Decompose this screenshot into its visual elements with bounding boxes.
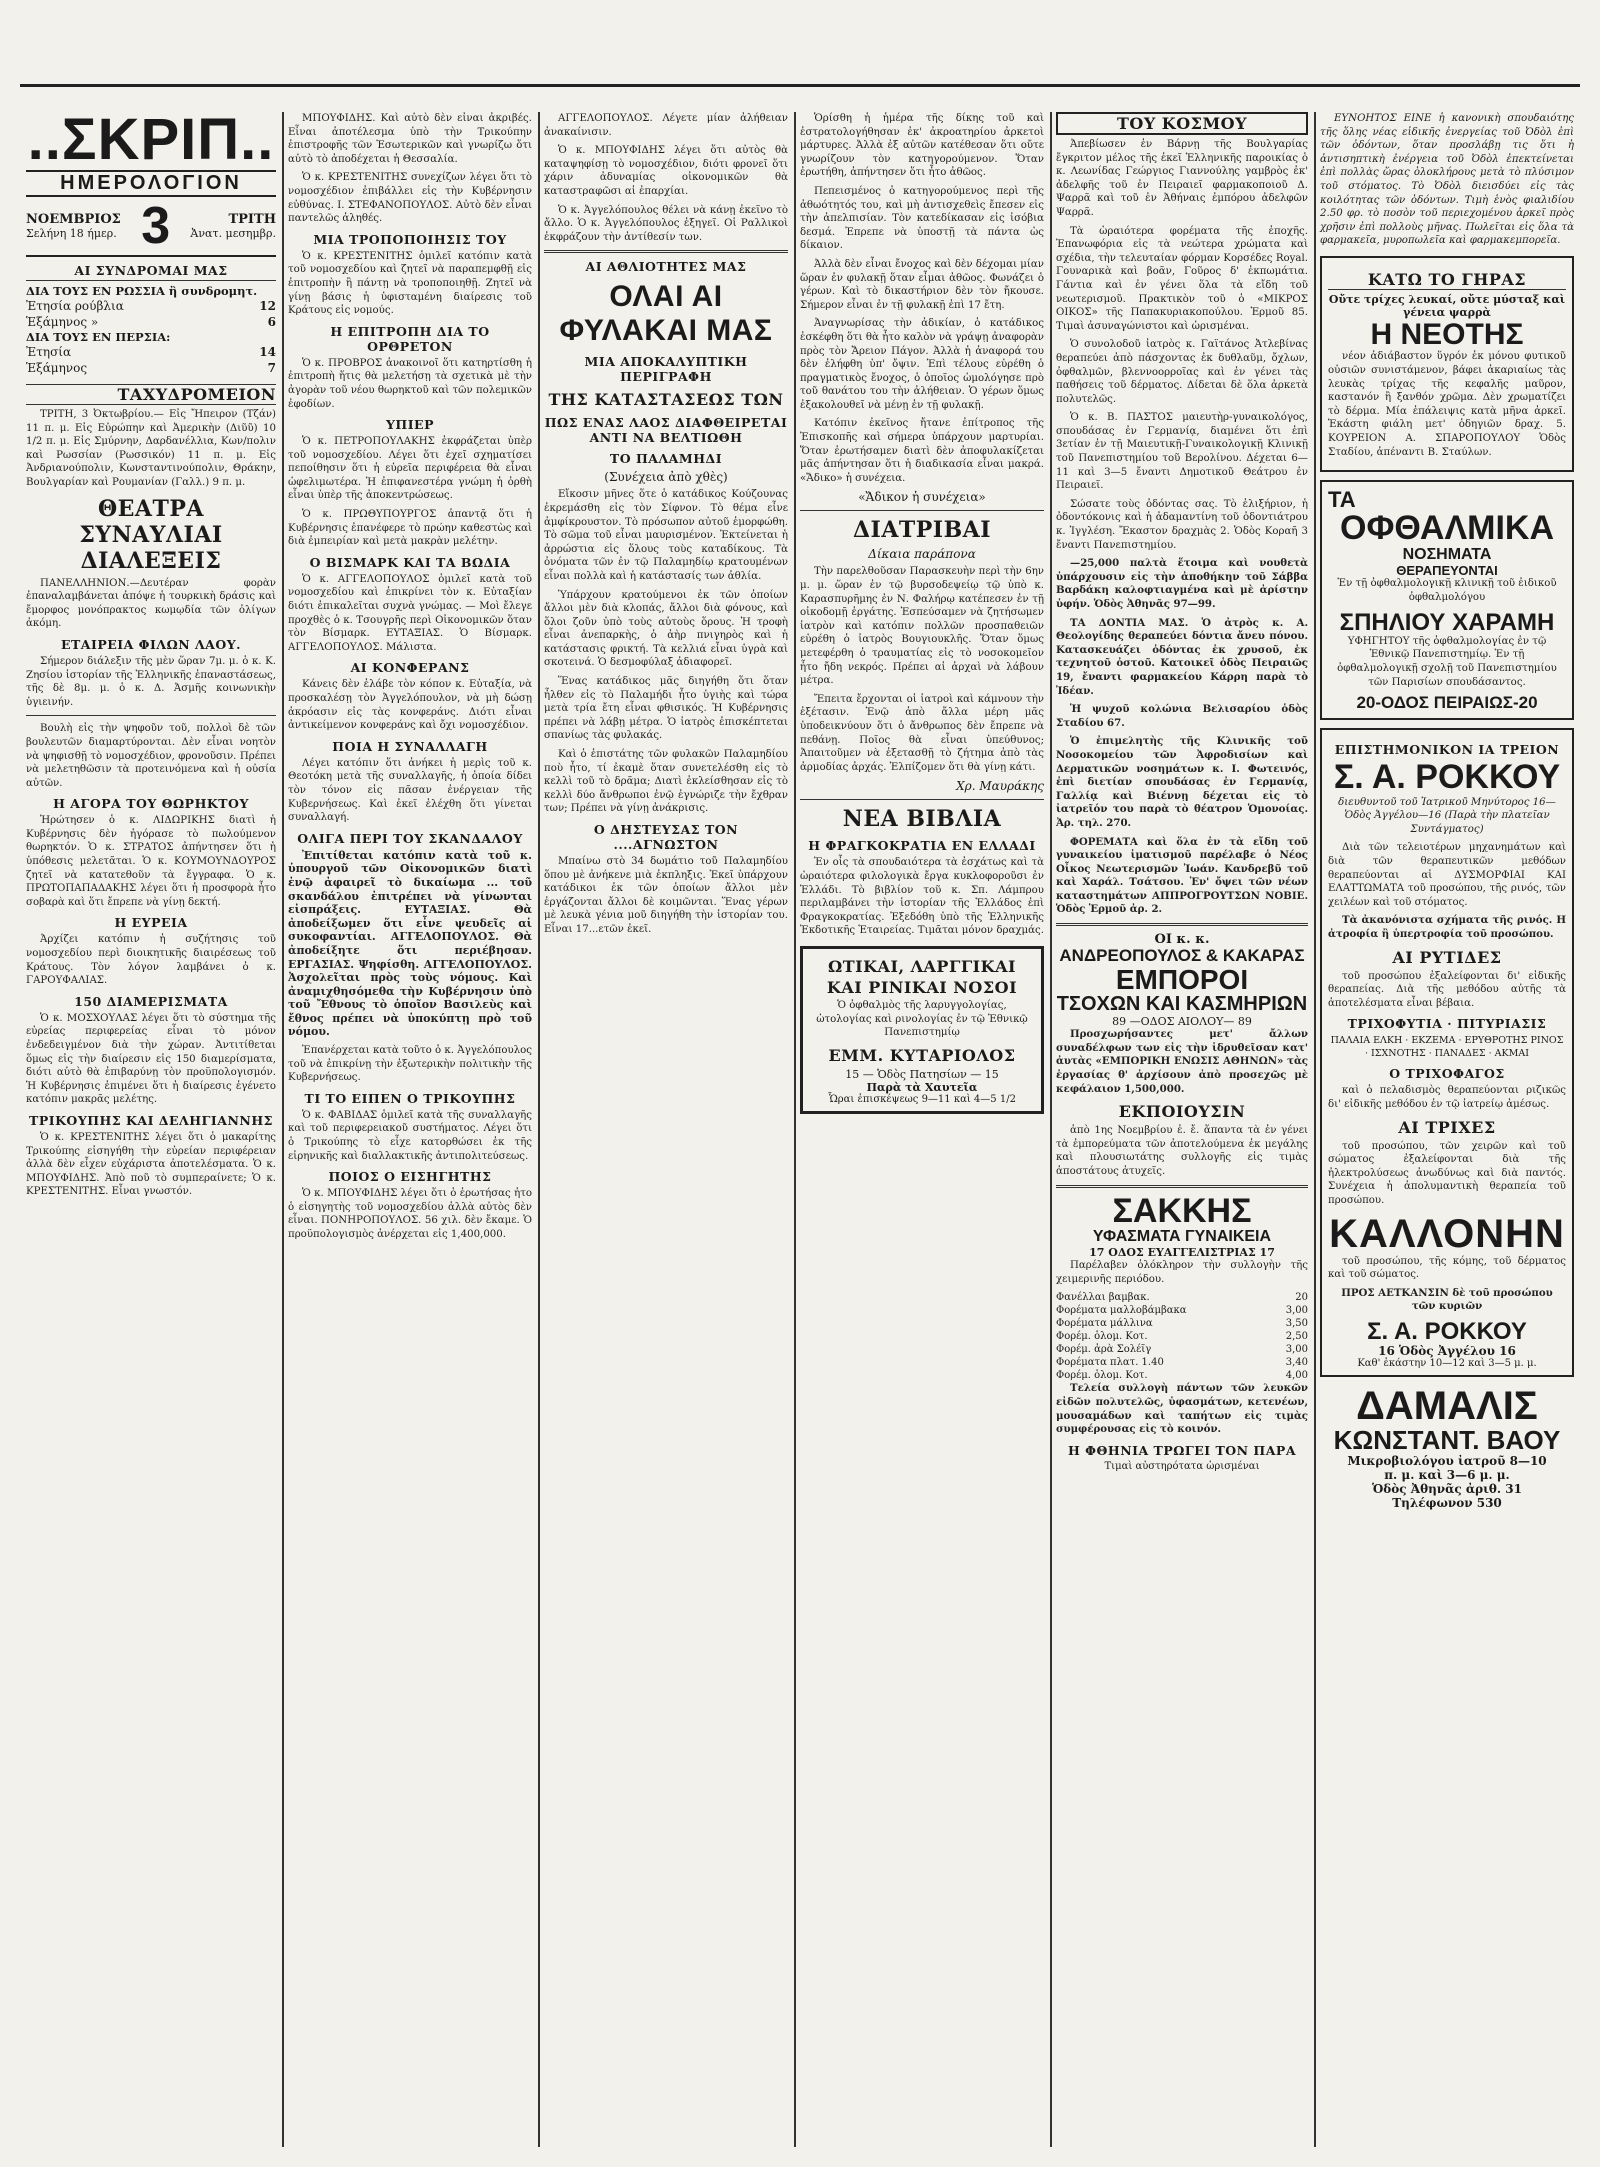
society-text: Σήμερον διάλεξιν τῆς μὲν ὥραν 7μ. μ. ὁ κ. Κ. Ζησίου ἱστορίαν τῆς Ἑλληνικῆς ἐπαναστάσεως, τῆς δὲ 8μ. μ. ὁ κ. Δ. Ἀσμῆς κοινωνικὴν ὑγιεινήν. [26,655,276,708]
section-heading: ΜΙΑ ΤΡΟΠΟΠΟΙΗΣΙΣ ΤΟΥ [313,231,507,247]
ad-heading: ΚΑΤΩ ΤΟ ΓΗΡΑΣ [1328,270,1566,290]
ad-title: ΟΦΘΑΛΜΙΚΑ [1340,509,1554,548]
article-text: Ἀρχίζει κατόπιν ἡ συζήτησις τοῦ νομοσχεδίου περὶ διοικητικῆς διαιρέσεως τοῦ Κράτους. Τὸν λόγον λαμβάνει ὁ κ. ΓΑΡΟΥΦΑΛΙΑΣ. [26,934,276,987]
article-text: Ὁ κ. Ἀγγελόπουλος θέλει νὰ κάνῃ ἐκεῖνο τὸ ἄλλο. Ὁ κ. Ἀγγελόπουλος ἐξηγεῖ. Οἱ Ραλλικοὶ ἐκφράζουν τὴν ἀντίθεσίν των. [544,204,788,243]
ad-title: ΔΑΜΑΛΙΣ [1356,1384,1538,1429]
merchant-address: 89 —ΟΔΟΣ ΑΙΟΛΟΥ— 89 [1112,1015,1252,1029]
odol-advert: ΕΥΝΟΗΤΟΣ ΕΙΝΕ ἡ κανονικὴ σπουδαιότης τῆς ὅλης νέας εἰδικῆς ἐνεργείας τοῦ Ὀδὸλ ἐπὶ τῶν ὀδόντων, ὅταν προσλάβῃ τις ὅτι ἡ ἀντισηπτικὴ ἐνέργεια τοῦ Ὀδὸλ ἐπεκτείνεται ἐπὶ πολλὰς ὥρας ὁλοκλήρους μετὰ τὸ πλύσιμον τοῦ στόματος. Τὸ Ὀδὸλ διεισδύει εἰς τὰς κοιλότητας τῶν ὀδόντων. Τιμὴ ἑνὸς φιαλιδίου 2.50 φρ. τὸ ποσὸν τοῦ περιεχομένου ἀρκεῖ πρὸς χρῆσιν ἐπὶ πολλοὺς μῆνας. Πωλεῖται εἰς ὅλα τὰ φαρμακεῖα, μυροπωλεῖα καὶ φαρμακεμπορεῖα. [1320,113,1574,247]
section-heading: ΔΙΑΤΡΙΒΑΙ [852,517,992,544]
banner-headline: ΟΛΑΙ ΑΙ ΦΥΛΑΚΑΙ ΜΑΣ [559,280,773,348]
ad-hours: Ὧραι ἐπισκέψεως 9—11 καὶ 4—5 1/2 [828,1093,1016,1105]
ad-name: Σ. Α. ΡΟΚΚΟΥ [1367,1317,1527,1345]
column-4 [794,112,1050,2147]
ad-heading: ΑΙ ΤΡΙΧΕΣ [1398,1117,1496,1137]
ad-text: ΥΦΗΓΗΤΟΥ τῆς ὀφθαλμολογίας ἐν τῷ Ἐθνικῷ Πανεπιστημίῳ. Ἐν τῇ ὀφθαλμολογικῇ σχολῇ τοῦ Πανεπιστημίου τῶν Παρισίων σπουδάσαντος. [1337,635,1557,688]
article-text: Ὁ κ. ΦΑΒΙΔΑΣ ὁμιλεῖ κατὰ τῆς συναλλαγῆς καὶ τοῦ περιφερειακοῦ συστήματος. Λέγει ὅτι ὁ Τρικούπης τὸ εἶχε κατορθώσει ἐκ τῆς εἰρηνικῆς καὶ διαλλακτικῆς ἀντιπολιτεύσεως. [288,1109,532,1162]
sakkis-subtitle: ΥΦΑΣΜΑΤΑ ΓΥΝΑΙΚΕΙΑ [1092,1228,1272,1246]
article-text: Τὰ ὡραιότερα φορέματα τῆς ἐποχῆς. Ἐπανωφόρια εἰς τὰ νεώτερα χρώματα καὶ σχέδια, τὴν τελευταίαν φόρμαν Κορσέδες Royal. Γουναρικὰ καὶ βοᾶν, Γοῦρος δ' ἐκπωμάτια. Γάντια καὶ ἐν γένει ὅλα τὰ εἴδη τοῦ νεωτερισμοῦ. Πρακτικὸν τοῦ ὁ «ΜΙΚΡΟΣ ΟΙΚΟΣ» τῆς Παπακυριακοπούλου. Ἑρμοῦ 85. Τιμαὶ ἀσυναγώνιστοι καὶ ὡρισμέναι. [1056,225,1308,332]
ad-text: π. μ. καὶ 3—6 μ. μ. [1384,1468,1510,1483]
newspaper-page [20,0,1580,2167]
merchant-heading: ΕΚΠΟΙΟΥΣΙΝ [1118,1102,1246,1122]
price-row: Φορέμ. ὁλομ. Κοτ. 2,50 [1056,1331,1308,1343]
ad-text: νέον ἀδιάβαστον ὕγρόν ἐκ μόνου φυτικοῦ οὐσιῶν συνιστάμενον, βάφει ἀκαριαίως τὰς λευκὰς τρίχας τῆς κεφαλῆς μαῦρον, καστανόν ἢ ξανθόν χρῶμα. Δὲν χρωματίζει τὸ δέρμα. Μία ἐπάλειψις κατὰ μῆνα ἀρκεῖ. Ἑκάστη φιάλη μετ' ὁδηγιῶν δραχ. 5. ΚΟΥΡΕΙΟΝ Α. ΣΠΑΡΟΠΟΥΛΟΥ Ὁδὸς Σταδίου, ἀπέναντι Β. Σταύλων. [1328,351,1566,458]
ad-address: Παρὰ τὰ Χαυτεῖα [866,1080,978,1094]
article-text: Μπαίνω στὸ 34 δωμάτιο τοῦ Παλαμηδίου ὅπου μὲ ἀνήκενε μιὰ ἐκπληξις. Ἐκεῖ ὑπάρχουν κατάδικοι ἐκ τῶν ὁποίων ἄλλοι μὲν ἐργάζονται ἄλλοι δὲ κοιμῶνται. Ἕνας γέρων μὲ λευκὰ γένια μοῦ διηγήθη τὴν ἱστορίαν του. Εἶναι 17...ετῶν ἐκεῖ. [544,856,788,935]
subscriptions-heading: ΑΙ ΣΥΝΔΡΟΜΑΙ ΜΑΣ [26,263,276,281]
subscription-row: Ἑξάμηνος 7 [26,361,276,375]
article-text: Ὁ κ. ΠΡΟΒΡΟΣ ἀνακοινοῖ ὅτι κατηρτίσθη ἡ ἐπιτροπὴ ἥτις θὰ μελετήσῃ τὰ σχετικὰ μὲ τὴν ἀγορὰν τοῦ νέου θωρηκτοῦ καὶ τῶν πολεμικῶν ἐφοδίων. [288,357,532,410]
advert-text: —25,000 παλτὰ ἕτοιμα καὶ νουθετὰ ὑπάρχουσιν εἰς τὴν ἀποθήκην τοῦ Σάββα Βαρδάκη καλοφτιαγμένα καὶ μὲ ἀρίστην ὑφήν. Ὁδὸς Ἀθηνᾶς 97—99. [1056,557,1308,610]
section-subheading: Η ΦΡΑΓΚΟΚΡΑΤΙΑ ΕΝ ΕΛΛΑΔΙ [808,838,1036,854]
section-subheading: Δίκαια παράπονα [868,547,976,562]
column-6 [1314,112,1580,2147]
article-text: Τὴν παρελθοῦσαν Παρασκευὴν περὶ τὴν 6ην μ. μ. ὥραν ἐν τῷ βυρσοδεψείῳ τῷ ὑπὸ κ. Καρασπυρῆμης ἐν Ν. Φαλήρῳ κατέπεσεν ἐν τῇ οἰκοδομῇ ἐργάτης. Ἐσπεύσαμεν νὰ ζητήσωμεν ἰατρὸν καὶ κατόπιν πολλῶν προσπαθειῶν εὑρέθη ὁ ἰατρὸς Βουγιουκλῆς. Ὅταν ὅμως μετεφέρθη ὁ τραυματίας εἰς τὸ νοσοκομεῖον ἦτο ἤδη νεκρός. Πρέπει αἱ ἀρχαὶ νὰ λάβουν μέτρα. [800,566,1044,687]
article-text: Ὁ κ. ΚΡΕΣΤΕΝΙΤΗΣ συνεχίζων λέγει ὅτι τὸ νομοσχέδιον ἐπιβάλλει εἰς τὴν Κυβέρνησιν εὐθύνας. Ι. ΣΤΕΦΑΝΟΠΟΥΛΟΣ. Αὐτὸ δὲν εἶναι παντελῶς ἀληθές. [288,172,532,225]
article-text: Ὁ κ. ΜΠΟΥΦΙΔΗΣ λέγει ὅτι αὐτὸς θὰ καταψηφίσῃ τὸ νομοσχέδιον, διότι φρονεῖ ὅτι χάριν ἀδυναμίας οἰκονομικῶν θὰ καταστραφῶσι αἱ ἐπαρχίαι. [544,145,788,197]
column-3 [538,112,794,2147]
article-text: Ἀπεβίωσεν ἐν Βάρνῃ τῆς Βουλγαρίας ἔγκριτον μέλος τῆς ἐκεῖ Ἑλληνικῆς παροικίας ὁ κ. Λεωνίδας Γεώργιος Γιαννούλης γαμβρὸς ἐκ' ἀδελφῆς τοῦ ἐν Πειραιεῖ φαρμακοποιοῦ Δ. Ψαρρᾶ καὶ τοῦ ἐν Ἀθήναις ἐμπόρου ἀδελφῶν Ψαρρᾶ. [1056,139,1308,218]
section-heading: ΠΟΙΑ Η ΣΥΝΑΛΛΑΓΗ [332,738,488,754]
subscriptions-persia: ΔΙΑ ΤΟΥΣ ΕΝ ΠΕΡΣΙΑ: [26,330,171,344]
signature: «Ἄδικον ἡ συνέχεια» [858,490,986,505]
article-text: Σώσατε τοὺς ὀδόντας σας. Τὸ ἐλιξήριον, ἡ ὀδοντόκονις καὶ ἡ ἀδαμαντίνη τοῦ ὀδοντιάτρου κ. Ἰγγλέση. Ἔκαστον δραχμὰς 2. Ὁδὸς Κοραῆ 3 ἔναντι Πανεπιστημίου. [1056,498,1308,551]
ad-title: ΤΑ [1328,487,1356,513]
ad-text: Διὰ τῶν τελειοτέρων μηχανημάτων καὶ διὰ τῶν θεραπευτικῶν μεθόδων θεραπεύονται αἱ ΔΥΣΜΟΡΦΙΑΙ ΚΑΙ ΕΛΑΤΤΩΜΑΤΑ τοῦ προσώπου, τῆς ρινός, τῶν χειλέων καὶ τοῦ στόματος. [1328,842,1566,908]
section-heading: Ο ΔΗΣΤΕΥΣΑΣ ΤΟΝ ....ΑΓΝΩΣΤΟΝ [593,822,739,852]
article-text: Ἕνας κατάδικος μᾶς διηγήθη ὅτι ὅταν ἦλθεν εἰς τὸ Παλαμήδι ἦτο ὑγιὴς καὶ τώρα μετὰ τρία ἔτη εἶναι φθισικός. Ἡ Κυβέρνησις πρέπει νὰ λάβῃ μέτρα. Ὁ ἰατρὸς ἐπισκέπτεται σπανίως τὰς φυλακάς. [544,676,788,742]
advertisement-youth [1320,256,1574,472]
article-text: Ἀλλὰ δὲν εἶναι ἔνοχος καὶ δὲν δέχομαι μίαν ὥραν ἐν φυλακῇ ὅταν εἶμαι ἀθῶος. Φωνάζει ὁ γέρων. Καὶ τὸ δικαστήριον δὲν τὸν ἤκουσε. Σήμερον εἶναι ἐν τῇ φυλακῇ ἐπὶ 17 ἔτη. [800,258,1044,311]
month: ΝΟΕΜΒΡΙΟΣ [26,212,121,227]
article-text: Λέγει κατόπιν ὅτι ἀνήκει ἡ μερὶς τοῦ κ. Θεοτόκη μετὰ τῆς συναλλαγῆς, ἡ ὁποία δίδει τὸν τόνον εἰς πᾶσαν ἐνέργειαν τῆς Κυβερνήσεως. Καὶ ἐκεῖ ἐλέχθη ὅτι γίνεται συναλλαγή. [288,757,532,824]
ad-address: 15 — Ὁδὸς Πατησίων — 15 [845,1067,999,1081]
advertisement-rokkou [1320,728,1574,1377]
ad-heading: ΤΡΙΧΟΦΥΤΙΑ · ΠΙΤΥΡΙΑΣΙΣ [1347,1016,1547,1032]
advert-text: ΦΟΡΕΜΑΤΑ καὶ ὅλα ἐν τὰ εἴδη τοῦ γυναικείου ἱματισμοῦ παρέλαβε ὁ Νέος Οἶκος Νεωτερισμῶν Ἰωάν. Κανδρεβῦ τοῦ καὶ Χαράλ. Τσάτσου. Ἐν' ὄψει τῶν νέων καταστημάτων ΑΠΠΡΟΓΡΟΥΤΣΩΝ ΝΟΒΙΕ. Ὁδὸς Ἑρμοῦ ἀρ. 2. [1056,835,1308,916]
subscriptions-russia: ΔΙΑ ΤΟΥΣ ΕΝ ΡΩΣΣΙΑ ἢ συνδρομητ. [26,284,258,298]
article-text: Ὁ κ. ΜΠΟΥΦΙΔΗΣ λέγει ὅτι ὁ ἐρωτήσας ἠτο ὁ εἰσηγητὴς τοῦ νομοσχεδίου ἀλλὰ αὐτὸς δὲν εἶναι. ΠΟΝΗΡΟΠΟΥΛΟΣ. 56 χιλ. δὲν ἔκαμε. Ὁ προϋπολογισμὸς ἀνέρχεται εἰς 1,400,000. [288,1188,532,1240]
price-row: Φορέμ. ὁλομ. Κοτ. 4,00 [1056,1370,1308,1382]
moon-left: Σελήνη 18 ήμερ. [26,227,117,240]
article-text: Ὁ κ. ΠΡΩΘΥΠΟΥΡΓΟΣ ἀπαντᾷ ὅτι ἡ Κυβέρνησις ἐπανέφερε τὸ πρώην καθεστὼς καὶ διὰ ἐμπειρίαν καὶ μετὰ μακρὰν μελέτην. [288,509,532,548]
sakkis-text: Τελεία συλλογὴ πάντων τῶν λευκῶν εἰδῶν πολυτελῶς, ὑφασμάτων, κετενέων, μουσαμάδων καὶ ταπήτων εἰς τιμὰς συμφέρουσας εἰς τὸ κοινόν. [1056,1382,1308,1436]
banner-subheading: ΜΙΑ ΑΠΟΚΑΛΥΠΤΙΚΗ ΠΕΡΙΓΡΑΦΗ [584,354,748,385]
date-box [26,197,276,257]
column-2 [282,112,538,2147]
article-text: Καὶ ὁ ἐπιστάτης τῶν φυλακῶν Παλαμηδίου ποὺ ἦτο, τί ἐκαμὲ ὅταν συνετελέσθη εἰς τὸ κελλὶ τοῦ τὸ δρᾶμα; Διατὶ ἐκλείσθησαν εἰς τὸ κελλὶ δύο ἄνθρωποι ἐνῷ ἐγνώριζε τὴν ἔχθραν των; Πρέπει νὰ γίνῃ ἀνάκρισις. [544,749,788,815]
article-text: Ἠρώτησεν ὁ κ. ΛΙΔΩΡΙΚΗΣ διατὶ ἡ Κυβέρνησις δὲν ἠγόρασε τὸ πωλούμενον θωρηκτόν. Ὁ κ. ΣΤΡΑΤΟΣ ἀπήντησεν ὅτι ἡ ὑπόθεσις μελετᾶται. Ὁ κ. ΚΟΥΜΟΥΝΔΟΥΡΟΣ ζητεῖ νὰ κατατεθοῦν τὰ ἔγγραφα. Ὁ κ. ΠΡΩΤΟΠΑΠΑΔΑΚΗΣ λέγει ὅτι ἡ προσφορὰ ἦτο σοβαρὰ καὶ ὅτι ἔπρεπε νὰ γίνῃ δεκτή. [26,815,276,908]
sakkis-address: 17 ΟΔΟΣ ΕΥΑΓΓΕΛΙΣΤΡΙΑΣ 17 [1089,1246,1275,1260]
article-text: Κάνεις δὲν ἐλάβε τὸν κόπον κ. Εὐταξία, νὰ προσκαλέσῃ τὸν Ἀγγελόπουλον, νὰ μὴ δώσῃ ἀκρόασιν εἰς τὰς κονφεράνς. Διότι εἶναι ἀντικείμενον κονφεράνς καὶ ὄχι νομοσχέδιον. [288,679,532,732]
advertisement-ent [800,946,1044,1114]
merchant-prefix: ΟΙ κ. κ. [1154,932,1210,948]
ad-phone: Τηλέφωνον 530 [1392,1496,1502,1511]
concerts-heading: ΣΥΝΑΥΛΙΑΙ [79,521,223,548]
section-heading: ΑΙ ΚΟΝΦΕΡΑΝΣ [350,660,470,676]
section-heading: ΤΙ ΤΟ ΕΙΠΕΝ Ο ΤΡΙΚΟΥΠΗΣ [304,1090,516,1106]
ad-text: τοῦ προσώπου ἐξαλείφονται δι' εἰδικῆς θεραπείας. Διὰ τῆς μεθόδου αὐτῆς τὰ ἀποτελέσματα εἶναι βέβαια. [1328,970,1566,1009]
article-text: ΑΓΓΕΛΟΠΟΥΛΟΣ. Λέγετε μίαν ἀλήθειαν ἀνακαίνισιν. [544,113,788,138]
article-text-bold: Ἐπιτίθεται κατόπιν κατὰ τοῦ κ. ὑπουργοῦ τῶν Οἰκονομικῶν διατὶ ἐνῷ ἀφαιρεῖ τὸ δικαίωμα ... τοῦ σκανδάλου ἐπιτρέπει νὰ γίνωνται εἰσπράξεις. ΕΥΤΑΞΙΑΣ. Θὰ ἀποδείξωμεν ὅτι εἶνε ψευδεῖς αἱ συκοφαντίαι. ΑΓΓΕΛΟΠΟΥΛΟΣ. Θὰ ἀποδείξητε ὅτι περιέβησαν. ΕΡΓΑΣΙΑΣ. Ψηφίσθη. ΑΓΓΕΛΟΠΟΥΛΟΣ. Ἀσχολεῖται πρὸς τοὺς νόμους. Καὶ ἀναμιχθησόμεθα τὴν Κυβέρνησιν ὑπὸ τοῦ Ἔθνους τὸ ὁποῖον Βασιλεὺς καὶ ἔθνος πρέπει νὰ ὑποκύπτῃ πρὸ τοῦ νόμου. [288,848,532,1039]
article-text: Ἐν οἷς τὰ σπουδαιότερα τὰ ἐσχάτως καὶ τὰ ὡραιότερα φιλολογικὰ ἔργα κυκλοφοροῦσι ἐν Ἑλλάδι. Τὸ βιβλίον τοῦ κ. Σπ. Λάμπρου περιλαμβάνει τὴν ἱστορίαν τῆς Ἑλλάδος ἐπὶ Φραγκοκρατίας. Ἐξεδόθη ὑπὸ τῆς Ἑλληνικῆς Ἐκδοτικῆς Ἑταιρείας. Τιμᾶται μόνον δραχμάς. [800,857,1044,937]
merchant-names: ΑΝΔΡΕΟΠΟΥΛΟΣ & ΚΑΚΑΡΑΣ [1059,946,1305,966]
article-text: Ἀναγνωρίσας τὴν ἀδικίαν, ὁ κατάδικος ἐσκέφθη ὅτι θὰ ἦτο καλὸν νὰ γράψῃ ἀναφορὰν πρὸς τὸν Ἄρειον Πάγον. Ἀλλὰ ἡ ἀναφορά του δὲν ἐλήφθη ὑπ' ὄψιν. Ἐπὶ τέλους εὑρέθη ὁ πραγματικὸς ἔνοχος, ὁ ὁποῖος ὡμολόγησε πρὸ τοῦ θανάτου του τὴν ἀλήθειαν. Ὁ γέρων ὅμως ἐξακολουθεῖ νὰ μένῃ ἐν τῇ φυλακῇ. [800,318,1044,411]
theatre-heading: ΘΕΑΤΡΑ [98,495,204,522]
advertisement-damalis [1320,1385,1574,1510]
article-text: Κατόπιν ἐκεῖνος ἤτανε ἐπίτροπος τῆς Ἐπισκοπῆς καὶ σήμερα ὑπάρχουν μαρτυρίαι. Ὅταν ἐρωτήσαμεν διατὶ δὲν ἀποφυλακίζεται μᾶς ἀπήντησαν ὅτι ἡ διαδικασία εἶναι μακρά. «Ἄδικο» ἡ συνέχεια. [800,418,1044,484]
top-rule [20,84,1580,95]
ad-title: ΝΟΣΗΜΑΤΑ [1402,545,1492,563]
ad-name: Σ. Α. ΡΟΚΚΟΥ [1333,758,1561,796]
section-heading: Ο ΒΙΣΜΑΡΚ ΚΑΙ ΤΑ ΒΩΔΙΑ [309,554,511,570]
article-text: Ὁ κ. ΠΕΤΡΟΠΟΥΛΑΚΗΣ ἐκφράζεται ὑπὲρ τοῦ νομοσχεδίου. Λέγει ὅτι ἐχεῖ σχηματίσει πεποίθησιν ὅτι ἡ εὐρεῖα περιφέρεια θὰ εἶναι ὠφελιμωτέρα. Ἡ ἐπιφανεστέρα γνώμη ἡ ὀρθὴ εἶναι ὑπὲρ τῆς ἀποκεντρώσεως. [288,436,532,502]
ad-list: ΠΑΛΑΙΑ ΕΛΚΗ · ΕΚΖΕΜΑ · ΕΡΥΘΡΟΤΗΣ ΡΙΝΟΣ · ΙΣΧΝΟΤΗΣ · ΠΑΝΑΔΕΣ · ΑΚΜΑΙ [1330,1035,1564,1060]
ad-title: ΘΕΡΑΠΕΥΟΝΤΑΙ [1396,562,1498,578]
continued-note: (Συνέχεια ἀπὸ χθὲς) [604,470,728,485]
banner-kicker: ΑΙ ΑΘΛΙΟΤΗΤΕΣ ΜΑΣ [585,259,747,275]
ad-heading: ΑΙ ΡΥΤΙΔΕΣ [1392,947,1502,967]
cheap-note: Τιμαὶ αὐστηρότατα ὡρισμέναι [1104,1460,1260,1472]
signature: Χρ. Μαυράκης [956,779,1044,794]
ad-text: διευθυντοῦ τοῦ Ἰατρικοῦ Μηνύτορος 16—Ὁδὸς Ἀγγέλου—16 (Παρὰ τὴν πλατεῖαν Συντάγματος) [1338,796,1556,835]
ad-hours: Καθ' ἑκάστην 10—12 καὶ 3—5 μ. μ. [1357,1358,1537,1370]
article-text: Ὁ κ. ΑΓΓΕΛΟΠΟΥΛΟΣ ὁμιλεῖ κατὰ τοῦ νομοσχεδίου καὶ ἐπικρίνει τὸν κ. Εὐταξίαν διότι ἐπικαλεῖται συχνὰ γνώμας. — Μοὶ ἔλεγε προχθὲς ὁ κ. Τσουγρῆς περὶ Οἰκονομικῶν ὅταν τὸν Βίσμαρκ. ΕΥΤΑΞΙΑΣ. Ὁ Βίσμαρκ. ΑΓΓΕΛΟΠΟΥΛΟΣ. Μάλιστα. [288,573,532,653]
post-text: ΤΡΙΤΗ, 3 Ὀκτωβρίου.— Εἰς Ἤπειρον (Τζάν) 11 π. μ. Εἰς Εὐρώπην καὶ Ἀμερικὴν (Διῦῦ) 10 1/2 π. μ. Εἰς Σμύρνην, Δαρδανέλλια, Κων/πολιν καὶ Ρωσσίαν (Ρωσσικόν) 11 π. μ. Εἰς Ἀνδριανούπολιν, Κωνσταντινούπολιν, Θράκην, Βουλγαρίαν καὶ Ρουμανίαν (Γαλλ.) 9 π. μ. [26,409,276,488]
column-1 [20,112,282,2147]
ad-heading: ΩΤΙΚΑΙ, ΛΑΡΓΓΙΚΑΙ [828,956,1016,976]
section-heading: ΤΟ ΠΑΛΑΜΗΔΙ [609,451,723,467]
article-text: Ὑπάρχουν κρατούμενοι ἐκ τῶν ὁποίων ἄλλοι μὲν διὰ κλοπάς, ἄλλοι διὰ φόνους, καὶ ὅλοι ζοῦν ὑπὸ τοὺς αὐτοὺς ὅρους. Ἡ τροφὴ εἶναι ἀνεπαρκὴς, ὁ ἀὴρ πνιγηρὸς καὶ ἡ κατάστασις φρικτή. Τὰ κελλιά εἶναι ὑγρὰ καὶ σκοτεινά. Ὁ δεσμοφύλαξ ἀδιαφορεῖ. [544,589,788,669]
article-text: Πεπεισμένος ὁ κατηγορούμενος περὶ τῆς ἀθωότητός του, καὶ μὴ ἀντισχεθεὶς ἔπεσεν εἰς τὴν ἀπελπισίαν. Τὸν κατεδίκασαν εἰς ἰσόβια δεσμά. Ἐπρεπε νὰ ὑποστῇ τὰ πάντα ὡς δίκαιον. [800,185,1044,252]
society-heading: ΕΤΑΙΡΕΙΑ ΦΙΛΩΝ ΛΑΟΥ. [60,636,242,652]
advert-text: ΤΑ ΔΟΝΤΙΑ ΜΑΣ. Ὁ ἀτρὸς κ. Α. Θεολογίδης θεραπεύει δόντια ἄνευ πόνου. Κατασκευάζει ὀδόντας ἐκ χρυσοῦ, ἐκ τεχνητοῦ ὀστοῦ. Κατοικεῖ ὁδὸς Πειραιῶς 19, ἔναντι φαρμακείου Κάρρη παρὰ τὸ Ἰδέαν. [1056,616,1308,697]
price-row: Φανέλλαι βαμβακ. 20 [1056,1292,1308,1304]
subscription-row: Ἐτησία 14 [26,345,276,359]
section-heading: ΥΠΙΕΡ [385,417,434,433]
price-row: Φορέματα μάλλινα 3,50 [1056,1318,1308,1330]
day-number: 3 [141,197,171,255]
ad-title: Η ΝΕΟΤΗΣ [1370,317,1524,351]
lectures-heading: ΔΙΑΛΕΞΕΙΣ [80,547,222,574]
ad-address: Ὁδὸς Ἀθηνᾶς ἀριθ. 31 [1372,1482,1522,1497]
ad-name: ΕΜΜ. ΚΥΤΑΡΙΟΛΟΣ [828,1045,1016,1065]
subscription-row: Ἐτησία ρούβλια 12 [26,299,276,313]
article-text: ΜΠΟΥΦΙΔΗΣ. Καὶ αὐτὸ δὲν εἶναι ἀκριβές. Εἶναι ἀποτέλεσμα ὑπὸ τὴν Τρικούπην ἐπιστροφῆς τῶν Ἑσωτερικῶν καὶ γνωρίζω ὅτι αὐτὸ τὸ ἀποδέχεται ἡ Θεσσαλία. [288,113,532,165]
weekday: ΤΡΙΤΗ [228,212,276,227]
merchant-text: Προσχωρήσαντες μετ' ἄλλων συναδέλφων των εἰς τὴν ἱδρυθεῖσαν κατ' ἀυτὰς «ΕΜΠΟΡΙΚΗ ΕΝΩΣΙΣ ΑΘΗΝΩΝ» τὰς ἐργασίας θ' ἀρχίσουν ἀπὸ προσεχῶς μὲ κεφάλαιον 1,500,000. [1056,1028,1308,1095]
sakkis-text: Παρέλαβεν ὁλόκληρον τὴν συλλογὴν τῆς χειμερινῆς περιόδου. [1056,1260,1308,1285]
ad-address: 20-ΟΔΟΣ ΠΕΙΡΑΙΩΣ-20 [1356,693,1538,713]
advertisement-ophthalmic [1320,480,1574,720]
ad-text: καὶ ὁ πελαδισμὸς θεραπεύονται ριζικῶς δι' εἰδικῆς μεθόδου ἐν τῷ ἰατρείῳ ἀμέσως. [1328,1085,1566,1110]
subscription-row: Ἑξάμηνος » 6 [26,315,276,329]
article-text: Ὁ κ. ΜΟΣΧΟΥΛΑΣ λέγει ὅτι τὸ σύστημα τῆς εὐρείας περιφερείας εἶναι τὸ μόνον ἐνδεδειγμένον διὰ τὴν χώραν. Ἀντιτίθεται ὅμως εἰς τὴν διαίρεσιν εἰς 150 διαμερίσματα, διότι αὐτὸ θὰ ἐπιβαρύνῃ τὸν προϋπολογισμόν. Ἡ Κυβέρνησις ἐπιμένει ὅτι ἡ διαίρεσις ἐγένετο κατόπιν μακρᾶς μελέτης. [26,1012,276,1106]
ad-text: Τὰ ἀκανόνιστα σχήματα τῆς ρινός. Η ἀτροφία ἢ ὑπερτροφία τοῦ προσώπου. [1328,914,1566,941]
ad-heading: ΕΠΙΣΤΗΜΟΝΙΚΟΝ ΙΑ ΤΡΕΙΟΝ [1334,742,1560,757]
ad-heading: ΚΑΙ ΡΙΝΙΚΑΙ ΝΟΣΟΙ [826,977,1018,997]
section-heading: ΟΛΙΓΑ ΠΕΡΙ ΤΟΥ ΣΚΑΝΔΑΛΟΥ [297,830,523,846]
price-row: Φορέμ. ἀρὰ Σολέῖγ 3,00 [1056,1344,1308,1356]
column-5 [1050,112,1314,2147]
ad-text: τοῦ προσώπου, τῆς κόμης, τοῦ δέρματος καὶ τοῦ σώματος. [1328,1255,1566,1281]
ad-text: τοῦ προσώπου, τῶν χειρῶν καὶ τοῦ σώματος ἐξαλείφονται διὰ τῆς ἠλεκτρολύσεως ἀνωδύνως καὶ διὰ παντός. Συνέχεια ἡ ἀπολυμαντικὴ θεραπεία τοῦ προσώπου. [1328,1140,1566,1206]
masthead-title: ..ΣΚΡΙΠ.. [27,112,275,172]
merchant-title: ΕΜΠΟΡΟΙ [1115,963,1249,995]
section-heading: Η ΑΓΟΡΑ ΤΟΥ ΘΩΡΗΚΤΟΥ [53,796,249,812]
ad-name: ΚΩΝΣΤΑΝΤ. ΒΑΟΥ [1333,1425,1561,1456]
ad-title: ΚΑΛΛΟΝΗΝ [1329,1211,1565,1256]
ad-text: Ὁ ὀφθαλμὸς τῆς λαρυγγολογίας, ὠτολογίας καὶ ρινολογίας ἐν τῷ Ἑθνικῷ Πανεπιστημίῳ [816,999,1028,1039]
ad-tagline: Οὔτε τρίχες λευκαί, οὔτε μύσταξ καὶ γένεια ψαρρὰ [1328,292,1566,319]
section-heading: ΠΟΙΟΣ Ο ΕΙΣΗΓΗΤΗΣ [328,1169,492,1185]
merchant-title: ΤΣΟΧΩΝ ΚΑΙ ΚΑΣΜΗΡΙΩΝ [1056,993,1308,1016]
masthead-subtitle: ΗΜΕΡΟΛΟΓΙΟΝ [26,170,276,197]
section-heading: ΤΡΙΚΟΥΠΗΣ ΚΑΙ ΔΕΛΗΓΙΑΝΝΗΣ [29,1112,273,1128]
section-title: ΤΟΥ ΚΟΣΜΟΥ [1056,112,1308,135]
ad-text: Ἐν τῇ ὀφθαλμολογικῇ κλινικῇ τοῦ ἐιδικοῦ ὀφθαλμολόγου [1337,578,1557,603]
advert-text: Ὁ ἐπιμελητὴς τῆς Κλινικῆς τοῦ Νοσοκομείου τῶν Ἀφροδισίων καὶ Δερματικῶν νοσημάτων κ. Ι. Φωτεινός, ἐπὶ διετίαν σπουδάσας ἐν Γερμανίᾳ, Γαλλίᾳ καὶ Βιέννῃ δέχεται εἰς τὸ ἰατρεῖόν του παρὰ τὸ θέατρον Ὁμονοίας. Ἀρ. τηλ. 270. [1056,735,1308,829]
moon-right: Ἀνατ. μεσημβρ. [190,227,276,240]
article-text: Ἐπανέρχεται κατὰ τοῦτο ὁ κ. Ἀγγελόπουλος τοῦ νὰ ἐπικρίνῃ τὴν ἐξωτερικὴν πολιτικὴν τῆς Κυβερνήσεως. [288,1045,532,1084]
ad-text: ΠΡΟΣ ΑΕΤΚΑΝΣΙΝ δὲ τοῦ προσώπου τῶν κυριῶν [1341,1286,1553,1313]
section-heading: Η ΕΥΡΕΙΑ [114,915,188,931]
ad-address: 16 Ὁδὸς Ἀγγέλου 16 [1378,1344,1516,1359]
article-text: Ὁρίσθη ἡ ἡμέρα τῆς δίκης τοῦ καὶ ἐστρατολογήθησαν ἐκ' ἀκροατηρίου ἀρκετοὶ μάρτυρες. Ἀλλὰ ἐξ αὐτῶν κατέθεσαν ὅτι οὔτε γνωρίζουν τὸν κατηγορούμενον. Ὅταν ἐρωτήθη, ἀπήντησεν ὅτι ἦτο ἀθῶος. [800,113,1044,179]
article-text: Ὁ συνολοδοῦ ἰατρὸς κ. Γαϊτάνος Ἀτλεβίνας θεραπεύει ἀπὸ πάσχοντας ἐκ δυθλαῦμ, ὄχλων, ὀφθαλμῶν, βλεννοορροῖας καὶ ἐν γένει τὰς παθήσεις τοῦ δέρματος. Δίδεται δὲ ὅλα ἀρκετὰ πολυτελῶς. [1056,339,1308,405]
section-heading: ΝΕΑ ΒΙΒΛΙΑ [842,806,1002,833]
cheap-slogan: Η ΦΘΗΝΙΑ ΤΡΩΓΕΙ ΤΟΝ ΠΑΡΑ [1067,1442,1297,1458]
article-text: Ὁ κ. Β. ΠΑΣΤΟΣ μαιευτὴρ-γυναικολόγος, σπουδάσας ἐν Γερμανίᾳ, διαμένει ὅτι ἐπὶ 3ετίαν ἐν τῇ Μαιευτικῇ-Γυναικολογικῇ Κλινικῇ τοῦ Πανεπιστημίου τοῦ Βερολίνου. Δέχεται 6—11 καὶ 3—5 ἔναντι Δημοτικοῦ Θεάτρου ἐν Πειραιεῖ. [1056,412,1308,492]
section-heading: Η ΕΠΙΤΡΟΠΗ ΔΙΑ ΤΟ ΟΡΘΡΕΤΟΝ [330,323,490,354]
ad-heading: Ο ΤΡΙΧΟΦΑΓΟΣ [1389,1066,1505,1082]
ad-text: Μικροβιολόγου ἰατροῦ 8—10 [1347,1454,1547,1469]
price-row: Φορέματα πλατ. 1.40 3,40 [1056,1357,1308,1369]
panhellenion-text: ΠΑΝΕΛΛΗΝΙΟΝ.—Δευτέραν φορὰν ἐπαναλαμβάνεται ἀπόψε ἡ τουρκικὴ δράσις καὶ ἔμορφος μονόπρακτος κωμῳδία τῶν ὀλίγων ἀκόμη. [26,577,276,630]
article-text: Βουλὴ εἰς τὴν ψηφοῦν τοῦ, πολλοὶ δὲ τῶν βουλευτῶν διαμαρτύρονται. Δὲν εἶναι νοητὸν νὰ ψηφισθῇ τὸ νομοσχέδιον, φρονοῦσιν. Πρέπει νὰ μελετηθῶσιν τὰ προτεινόμενα καὶ ἡ οὐσία αὐτῶν. [26,723,276,789]
price-row: Φορέματα μαλλοβάμβακα 3,00 [1056,1305,1308,1317]
ad-name: ΣΠΗΛΙΟΥ ΧΑΡΑΜΗ [1339,608,1555,636]
advert-text: Ἡ ψυχοῦ κολώνια Βελισαρίου ὁδὸς Σταδίου 67. [1056,703,1308,729]
article-text: Εἴκοσιν μῆνες ὅτε ὁ κατάδικος Κούζουνας ἐκρεμάσθη εἰς τὸν Σίφνον. Τὸ θέμα εἶνε ἀμφίκρουστον. Τὸ πρόσωπον αὐτοῦ ἐμορφώθη. Τὸ σῶμα τοῦ εἶναι μαυρισμένον. Ἐκτείνεται ἡ ἀρρώστια εἰς ὅλους τοὺς καταδίκους. Τὰ ὀνόματα τῶν ἐν τῷ Παλαμηδίῳ κρατουμένων εἶναι πολλὰ καὶ ἡ κατάστασίς των ἀθλία. [544,489,788,582]
article-text: Ἔπειτα ἔρχονται οἱ ἰατροὶ καὶ κάμνουν τὴν ἐξέτασιν. Ἐνῷ ἀπὸ ἄλλα μέρη μᾶς ὑποδεικνύουν ὅτι ὁ ἄνθρωπος δὲν ἔπρεπε νὰ πεθάνῃ. Ποῖος θὰ εἶναι ὑπεύθυνος; Ἀπαιτοῦμεν νὰ ἐξετασθῇ τὸ ζήτημα ἀπὸ τὰς ἀρμοδίας ἀρχάς. Ἐλπίζομεν ὅτι θὰ γίνῃ κάτι. [800,693,1044,773]
banner-subheading: ΤΗΣ ΚΑΤΑΣΤΑΣΕΩΣ ΤΩΝ [548,390,784,410]
article-text: Ὁ κ. ΚΡΕΣΤΕΝΙΤΗΣ λέγει ὅτι ὁ μακαρίτης Τρικούπης εἰσηγήθη τὴν εὐρείαν περιφέρειαν ἀλλὰ δὲν εἶχεν εὐχάριστα ἀποτελέσματα. Ὁ κ. ΜΠΟΥΦΙΔΗΣ. Ἀπὸ ποῦ τὸ συμπεραίνετε; Ὁ κ. ΚΡΕΣΤΕΝΙΤΗΣ. Εἶναι γνωστόν. [26,1131,276,1198]
section-heading: 150 ΔΙΑΜΕΡΙΣΜΑΤΑ [74,993,228,1009]
price-list [1056,1291,1308,1382]
post-heading: ΤΑΧΥΔΡΟΜΕΙΟΝ [26,384,276,405]
banner-subheading: ΠΩΣ ΕΝΑΣ ΛΑΟΣ ΔΙΑΦΘΕΙΡΕΤΑΙ ΑΝΤΙ ΝΑ ΒΕΛΤΙΩΘΗ [544,415,788,446]
article-text: Ὁ κ. ΚΡΕΣΤΕΝΙΤΗΣ ὁμιλεῖ κατόπιν κατὰ τοῦ νομοσχεδίου καὶ ζητεῖ νὰ παραπεμφθῇ εἰς ἐπιτροπὴν ἢ πάντῃ νὰ τροποποιηθῇ. Ζητεῖ νὰ γίνῃ βάσις ἡ ὑφισταμένη διαίρεσις τοῦ Κράτους εἰς νομούς. [288,250,532,317]
merchant-text: ἀπὸ 1ης Νοεμβρίου ἐ. ἔ. ἅπαντα τὰ ἐν γένει τὰ ἐμπορεύματα τῶν ἀποτελούμενα ἐκ μεγάλης καὶ πλουσιωτάτης συλλογῆς εἰς τιμὰς ἀποστάτους ἀτυχεῖς. [1056,1125,1308,1178]
sakkis-title: ΣΑΚΚΗΣ [1112,1191,1252,1230]
